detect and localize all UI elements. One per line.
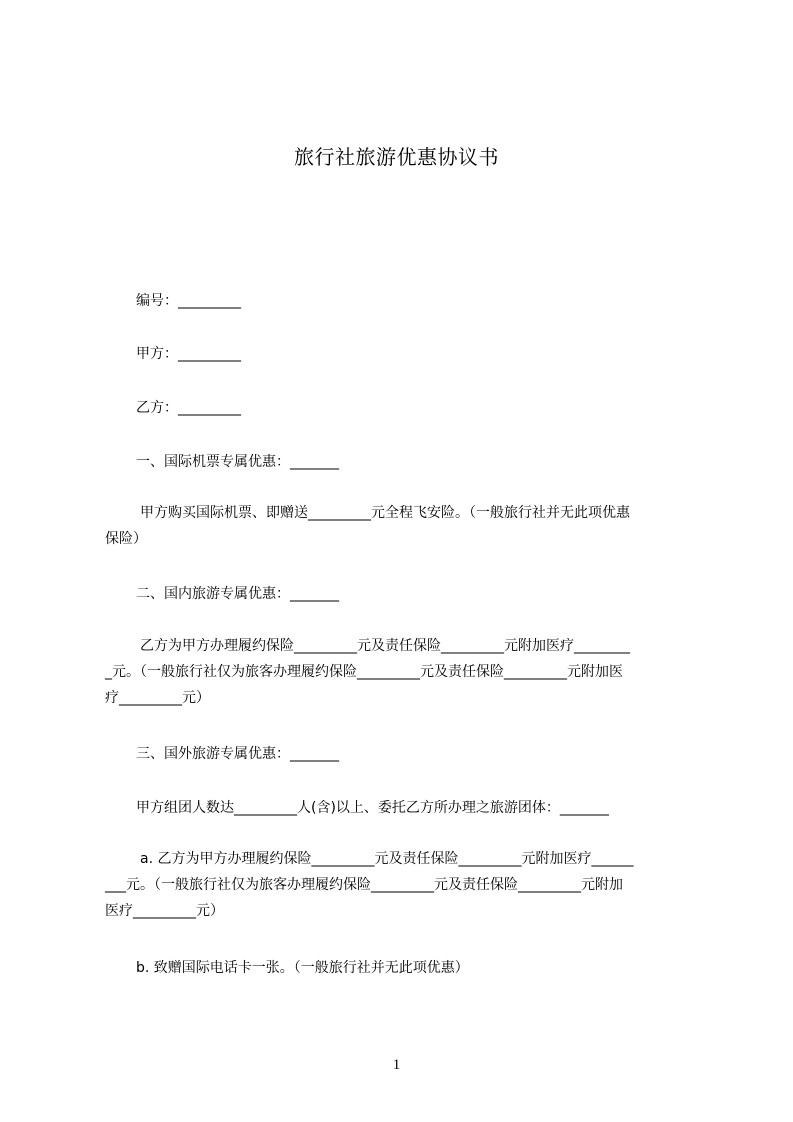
section-heading-overseas: 三、国外旅游专属优惠：_______	[136, 746, 339, 762]
section-body-intl-ticket	[105, 500, 703, 552]
paragraph-line: 疗_________元）	[105, 690, 210, 706]
overseas-item-b: b. 致赠国际电话卡一张。（一般旅行社并无此项优惠）	[136, 960, 469, 976]
overseas-intro: 甲方组团人数达_________人(含)以上、委托乙方所办理之旅游团体：_______	[136, 800, 609, 816]
paragraph-line: 乙方为甲方办理履约保险_________元及责任保险_________元附加医疗________	[140, 638, 630, 654]
field-party-a: 甲方：_________	[136, 346, 241, 362]
paragraph-line: a. 乙方为甲方办理履约保险_________元及责任保险_________元附加医疗______	[140, 851, 634, 867]
section-heading-intl-ticket: 一、国际机票专属优惠：_______	[136, 454, 339, 470]
overseas-item-a	[105, 846, 703, 924]
field-number: 编号：_________	[136, 293, 241, 309]
document-title: 旅行社旅游优惠协议书	[294, 145, 499, 169]
paragraph-line: 甲方购买国际机票、即赠送_________元全程飞安险。（一般旅行社并无此项优惠	[140, 505, 630, 521]
field-party-b: 乙方：_________	[136, 400, 241, 416]
section-heading-domestic: 二、国内旅游专属优惠：_______	[136, 586, 339, 602]
paragraph-line: ___元。（一般旅行社仅为旅客办理履约保险_________元及责任保险_________元附加	[105, 877, 623, 893]
paragraph-line: _元。（一般旅行社仅为旅客办理履约保险_________元及责任保险_________元附加医	[105, 664, 623, 680]
paragraph-line: 医疗_________元）	[105, 903, 224, 919]
paragraph-line: 保险）	[105, 531, 147, 547]
section-body-domestic	[105, 633, 703, 711]
page-number: 1	[392, 1057, 401, 1073]
